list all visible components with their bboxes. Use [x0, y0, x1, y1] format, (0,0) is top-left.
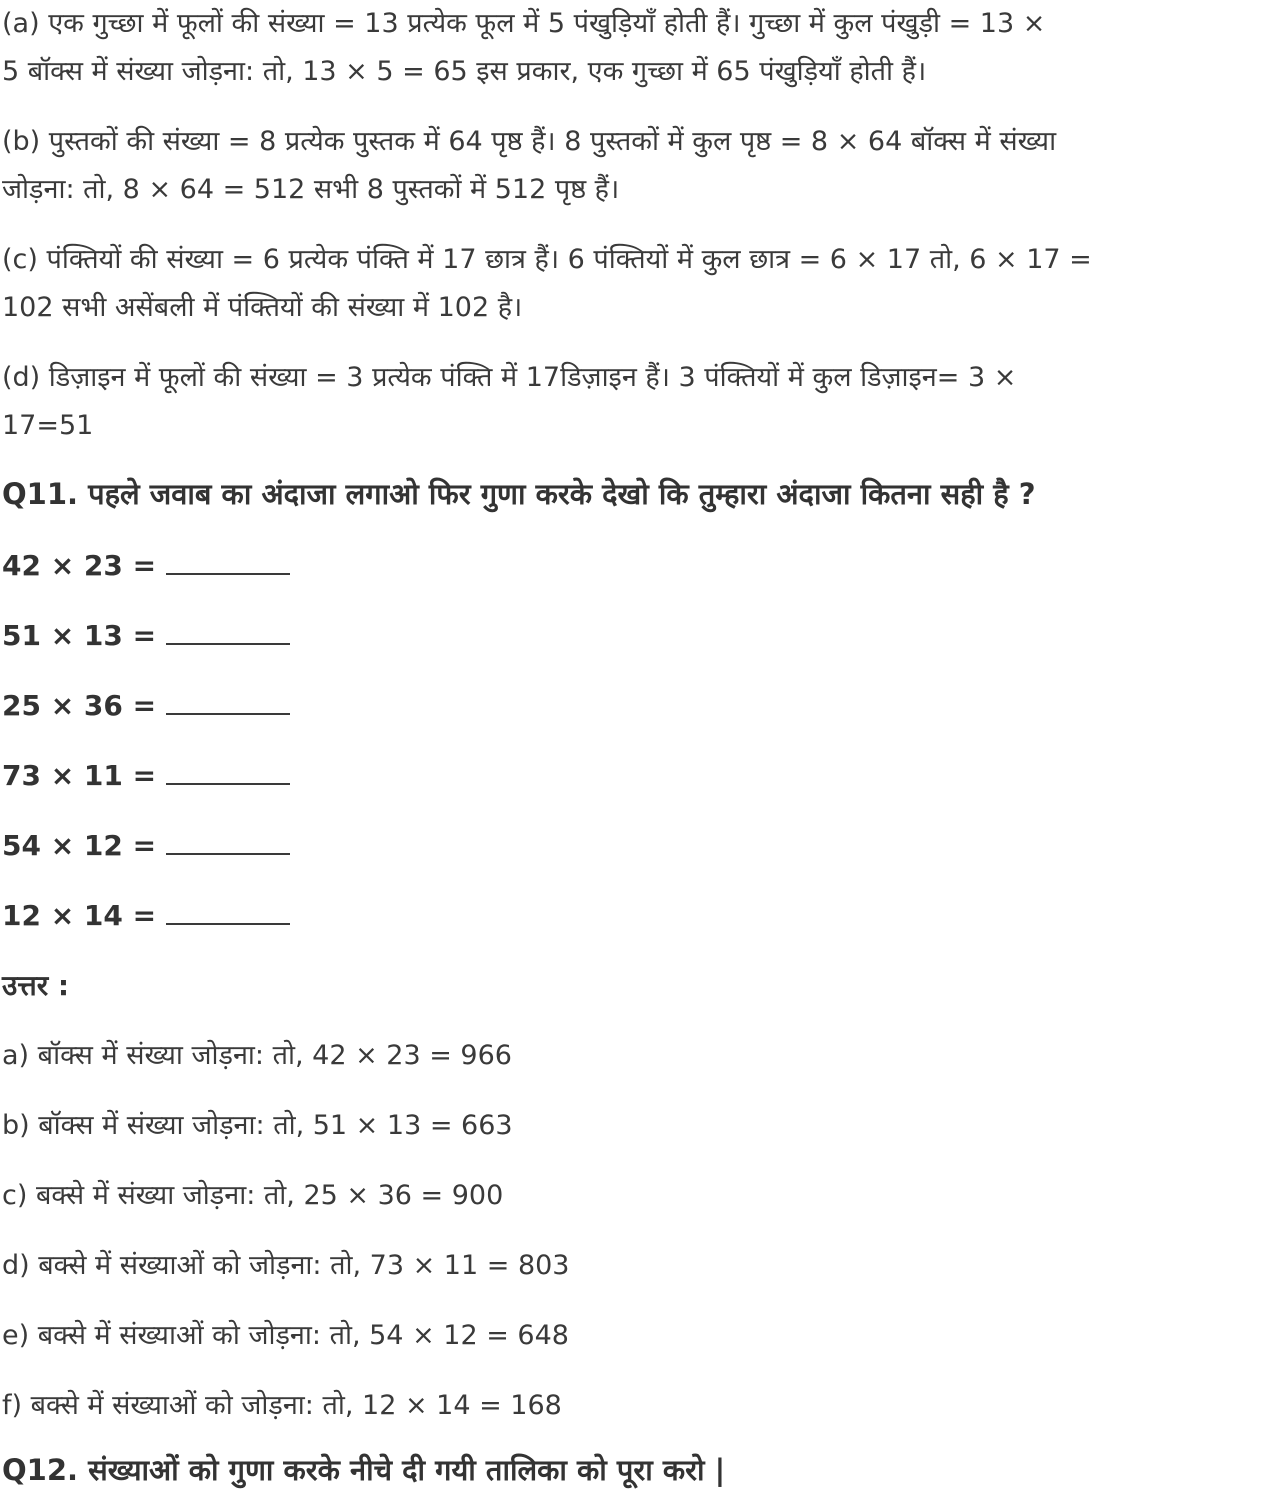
answer-blank — [166, 897, 290, 925]
problem-row — [2, 686, 290, 726]
answer-line: d) बक्से में संख्याओं को जोड़ना: तो, 73 × 11 = 803 — [2, 1250, 570, 1281]
answer-line: a) बॉक्स में संख्या जोड़ना: तो, 42 × 23 = 966 — [2, 1040, 512, 1071]
problem-row — [2, 826, 290, 866]
question-12-heading: Q12. संख्याओं को गुणा करके नीचे दी गयी तालिका को पूरा करो | — [2, 1453, 726, 1487]
solution-part-b — [2, 118, 1056, 214]
solution-part-b-line-1: (b) पुस्तकों की संख्या = 8 प्रत्येक पुस्तक में 64 पृष्ठ हैं। 8 पुस्तकों में कुल पृष्ठ = 8 × 64 बॉक्स में संख्या — [2, 126, 1057, 157]
answer-blank — [166, 827, 290, 855]
answer-line: b) बॉक्स में संख्या जोड़ना: तो, 51 × 13 = 663 — [2, 1110, 513, 1141]
answer-line: f) बक्से में संख्याओं को जोड़ना: तो, 12 × 14 = 168 — [2, 1390, 562, 1421]
problem-expression: 42 × 23 = — [2, 549, 157, 582]
problem-expression: 54 × 12 = — [2, 829, 157, 862]
solution-part-a-line-2: 5 बॉक्स में संख्या जोड़ना: तो, 13 × 5 = 65 इस प्रकार, एक गुच्छा में 65 पंखुड़ियाँ होती हैं। — [2, 56, 927, 87]
solution-part-c — [2, 236, 1092, 332]
answer-line: c) बक्से में संख्या जोड़ना: तो, 25 × 36 = 900 — [2, 1180, 504, 1211]
solution-part-a-line-1: (a) एक गुच्छा में फूलों की संख्या = 13 प्रत्येक फूल में 5 पंखुड़ियाँ होती हैं। गुच्छा में कुल पंखुड़ी = 13 × — [2, 8, 1046, 39]
problem-expression: 12 × 14 = — [2, 899, 157, 932]
solution-part-a — [2, 0, 1045, 96]
answer-blank — [166, 687, 290, 715]
answer-blank — [166, 757, 290, 785]
answer-blank — [166, 617, 290, 645]
problem-row — [2, 616, 290, 656]
solution-part-d-line-2: 17=51 — [2, 410, 94, 441]
solution-part-d-line-1: (d) डिज़ाइन में फूलों की संख्या = 3 प्रत्येक पंक्ति में 17डिज़ाइन हैं। 3 पंक्तियों में कुल डिज़ाइन= 3 × — [2, 362, 1017, 393]
solution-part-c-line-2: 102 सभी असेंबली में पंक्तियों की संख्या में 102 है। — [2, 292, 523, 323]
solution-part-c-line-1: (c) पंक्तियों की संख्या = 6 प्रत्येक पंक्ति में 17 छात्र हैं। 6 पंक्तियों में कुल छात्र = 6 × 17 तो, 6 × 17 = — [2, 244, 1092, 275]
answer-heading: उत्तर : — [2, 969, 70, 1002]
answer-blank — [166, 547, 290, 575]
problem-expression: 73 × 11 = — [2, 759, 157, 792]
problem-row — [2, 756, 290, 796]
problem-expression: 25 × 36 = — [2, 689, 157, 722]
question-11-heading: Q11. पहले जवाब का अंदाजा लगाओ फिर गुणा करके देखो कि तुम्हारा अंदाजा कितना सही है ? — [2, 477, 1036, 511]
answer-line: e) बक्से में संख्याओं को जोड़ना: तो, 54 × 12 = 648 — [2, 1320, 569, 1351]
solution-part-d — [2, 354, 1016, 450]
problem-row — [2, 546, 290, 586]
solution-part-b-line-2: जोड़ना: तो, 8 × 64 = 512 सभी 8 पुस्तकों में 512 पृष्ठ हैं। — [2, 174, 620, 205]
problem-row — [2, 896, 290, 936]
problem-expression: 51 × 13 = — [2, 619, 157, 652]
